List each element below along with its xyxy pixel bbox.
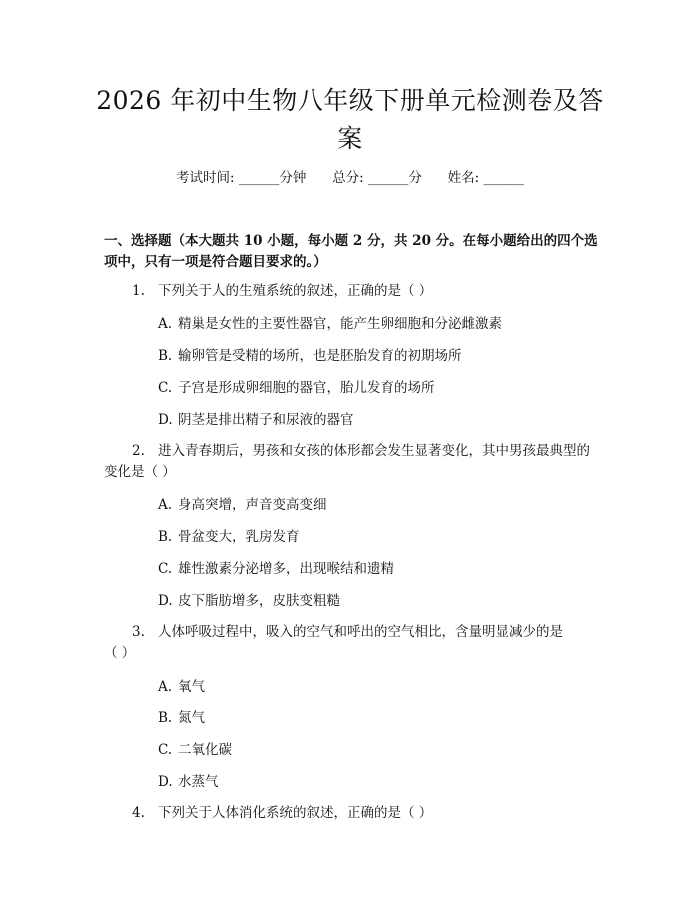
q1-option-b: [158, 346, 462, 366]
option-text: 子宫是形成卵细胞的器官，胎儿发育的场所: [178, 380, 435, 396]
question-number: 2.: [132, 443, 145, 459]
page-title-line2: 案: [337, 124, 363, 153]
section-heading-line2: 项中，只有一项是符合题目要求的。）: [104, 254, 327, 270]
option-letter: B.: [158, 529, 173, 545]
question-number: 1.: [132, 283, 145, 299]
option-text: 氧气: [178, 679, 205, 695]
q2-option-d: [158, 591, 340, 611]
option-letter: D.: [158, 774, 173, 790]
option-letter: C.: [158, 380, 173, 396]
exam-info-line: 考试时间: ______分钟 总分: ______分 姓名: ______: [175, 170, 524, 186]
question-2-continuation: 变化是（ ）: [104, 464, 176, 480]
option-text: 皮下脂肪增多，皮肤变粗糙: [178, 593, 340, 609]
q3-option-d: [158, 772, 219, 792]
question-text: 下列关于人的生殖系统的叙述，正确的是（ ）: [158, 283, 433, 299]
question-3: [132, 622, 563, 642]
option-text: 雄性激素分泌增多，出现喉结和遗精: [178, 561, 394, 577]
q3-option-a: [158, 677, 205, 697]
q1-option-c: [158, 378, 435, 398]
q2-option-b: [158, 527, 300, 547]
q2-option-a: [158, 495, 327, 515]
option-letter: D.: [158, 593, 173, 609]
page-title-line1: 2026 年初中生物八年级下册单元检测卷及答: [96, 86, 604, 115]
q2-option-c: [158, 559, 394, 579]
option-text: 水蒸气: [178, 774, 219, 790]
option-text: 身高突增，声音变高变细: [178, 497, 327, 513]
option-letter: A.: [158, 316, 173, 332]
option-text: 二氧化碳: [178, 742, 232, 758]
option-text: 输卵管是受精的场所，也是胚胎发育的初期场所: [178, 348, 462, 364]
option-text: 阴茎是排出精子和尿液的器官: [178, 412, 354, 428]
question-number: 4.: [132, 805, 145, 821]
question-2: [132, 441, 590, 461]
question-text: 人体呼吸过程中，吸入的空气和呼出的空气相比，含量明显减少的是: [158, 624, 563, 640]
option-letter: B.: [158, 710, 173, 726]
option-letter: C.: [158, 742, 173, 758]
q1-option-d: [158, 410, 354, 430]
question-3-continuation: （ ）: [104, 645, 136, 661]
question-1: [132, 281, 432, 301]
question-4: [132, 803, 432, 823]
q3-option-c: [158, 740, 232, 760]
q1-option-a: [158, 314, 502, 334]
question-text: 下列关于人体消化系统的叙述，正确的是（ ）: [158, 805, 433, 821]
option-text: 氮气: [178, 710, 205, 726]
option-letter: C.: [158, 561, 173, 577]
option-text: 骨盆变大，乳房发育: [178, 529, 300, 545]
question-number: 3.: [132, 624, 145, 640]
question-text: 进入青春期后，男孩和女孩的体形都会发生显著变化，其中男孩最典型的: [158, 443, 590, 459]
option-letter: D.: [158, 412, 173, 428]
q3-option-b: [158, 708, 205, 728]
option-letter: A.: [158, 679, 173, 695]
option-letter: B.: [158, 348, 173, 364]
section-heading-line1: 一、选择题（本大题共 10 小题，每小题 2 分，共 20 分。在每小题给出的四个选: [104, 233, 598, 249]
option-letter: A.: [158, 497, 173, 513]
option-text: 精巢是女性的主要性器官，能产生卵细胞和分泌雌激素: [178, 316, 502, 332]
